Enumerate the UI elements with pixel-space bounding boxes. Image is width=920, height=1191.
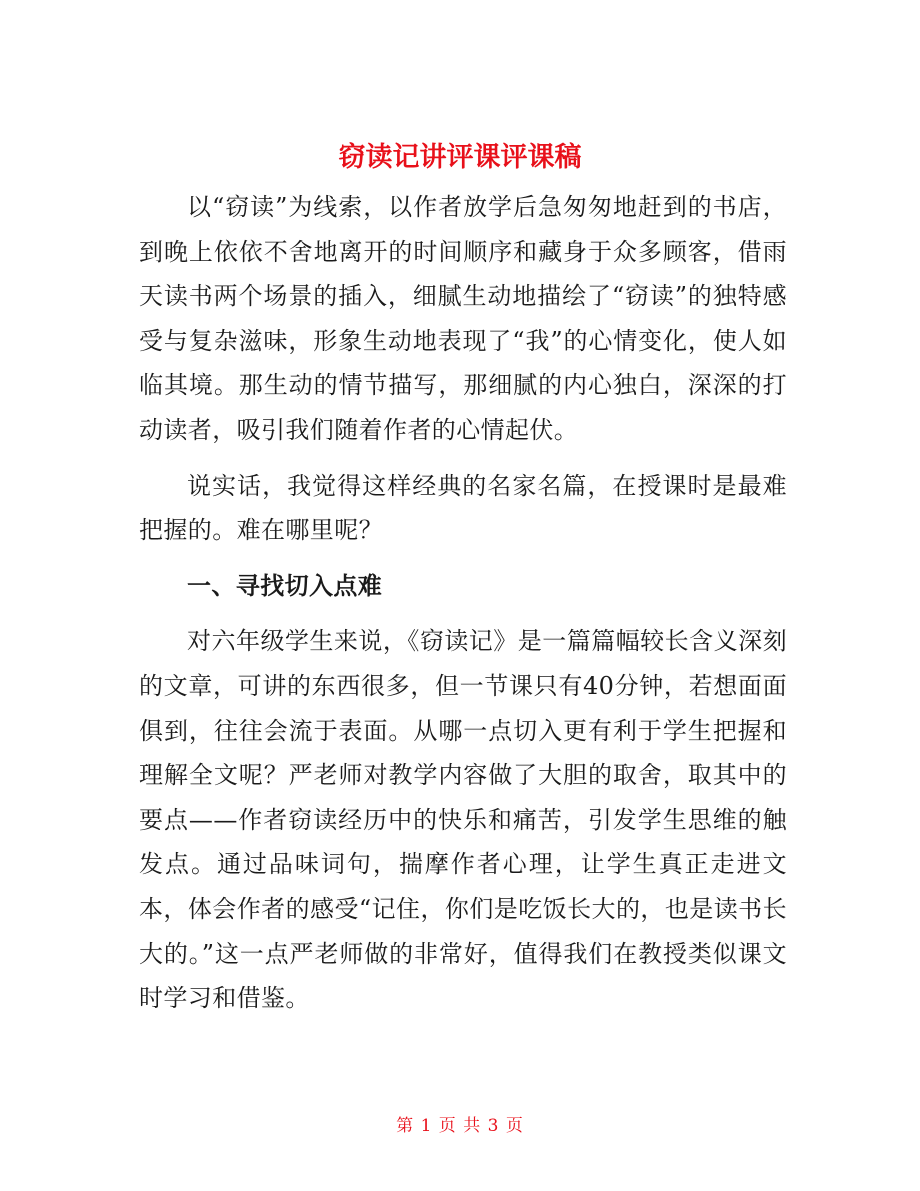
paragraph-section-1: 对六年级学生来说，《窃读记》是一篇篇幅较长含义深刻的文章，可讲的东西很多，但一节课只有40分钟，若想面面俱到，往往会流于表面。从哪一点切入更有利于学生把握和理解全文呢？严老师对教学内容做了大胆的取舍，取其中的要点——作者窃读经历中的快乐和痛苦，引发学生思维的触发点。通过品味词句，揣摩作者心理，让学生真正走进文本，体会作者的感受“记住，你们是吃饭长大的，也是读书长大的。”这一点严老师做的非常好，值得我们在教授类似课文时学习和借鉴。 [139,627,787,1013]
page-number-footer: 第 1 页 共 3 页 [396,1116,524,1136]
page-title: 窃读记讲评课评课稿 [338,142,582,174]
document-body [139,185,787,1032]
paragraph-difficulty: 说实话，我觉得这样经典的名家名篇，在授课时是最难把握的。难在哪里呢？ [139,471,787,545]
paragraph-intro: 以“窃读”为线索，以作者放学后急匆匆地赶到的书店，到晚上依依不舍地离开的时间顺序和藏身于众多顾客，借雨天读书两个场景的插入，细腻生动地描绘了“窃读”的独特感受与复杂滋味，形象生动地表现了“我”的心情变化，使人如临其境。那生动的情节描写，那细腻的内心独白，深深的打动读者，吸引我们随着作者的心情起伏。 [139,193,787,444]
section-heading-1: 一、寻找切入点难 [187,570,383,600]
